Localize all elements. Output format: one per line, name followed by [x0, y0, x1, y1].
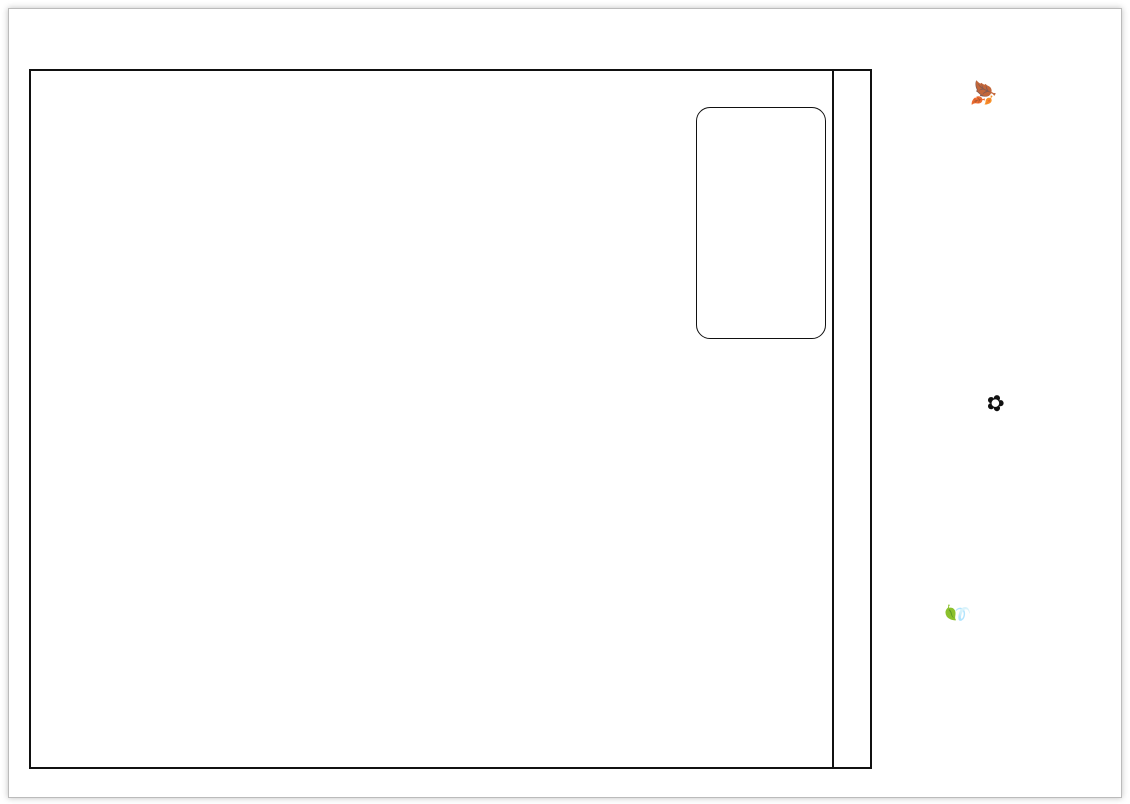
title-zone — [859, 39, 1009, 779]
document-frame — [8, 8, 1122, 798]
star-icon: ✿ — [982, 394, 1007, 413]
leaf-icon: 🍃 — [944, 599, 969, 627]
menu-calendar — [29, 69, 872, 769]
leaf-icon: 🍂 — [970, 79, 995, 107]
weekday-header — [832, 71, 870, 767]
seasonal-info-box — [696, 107, 826, 339]
rotated-menu-document — [9, 39, 1009, 779]
